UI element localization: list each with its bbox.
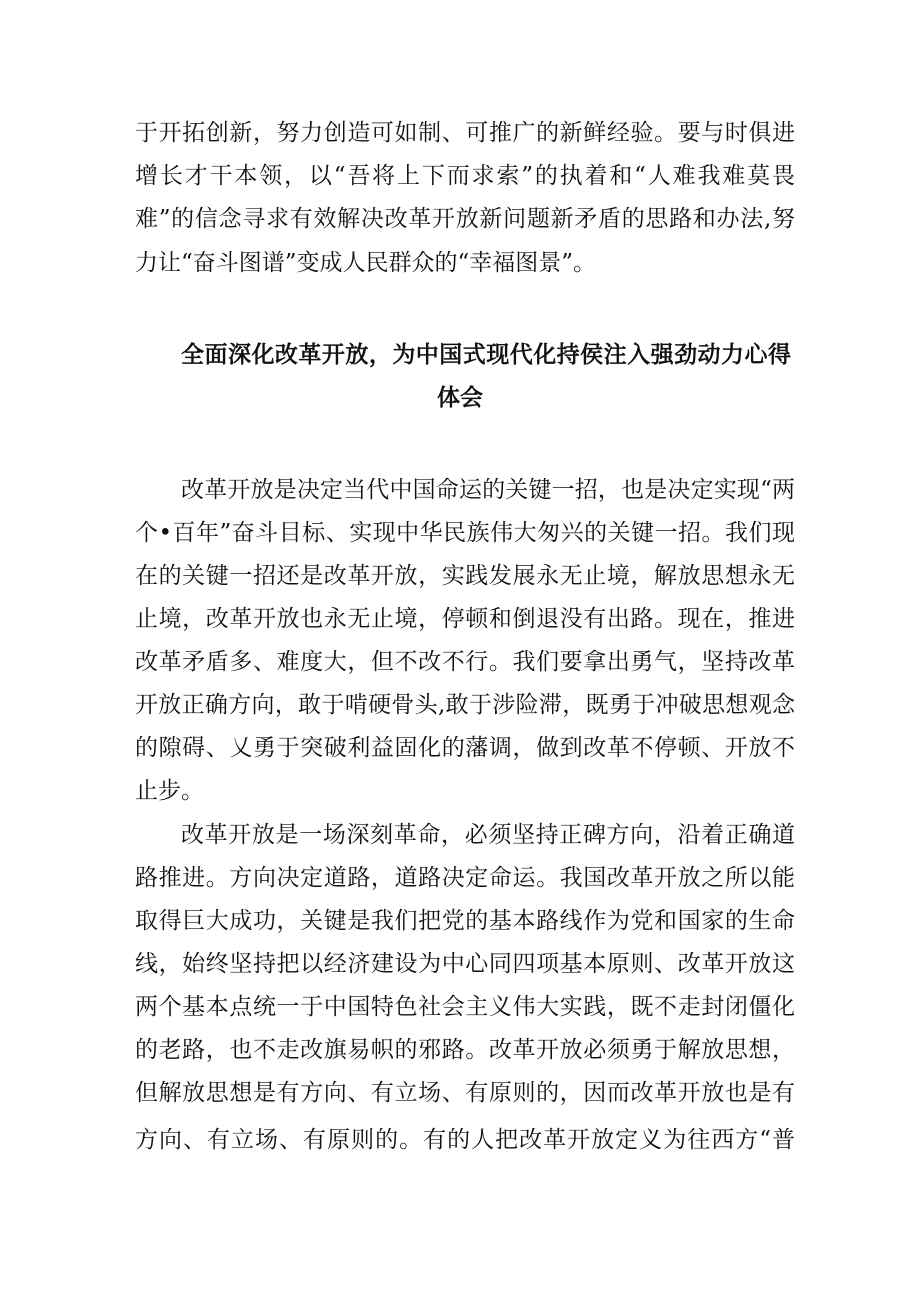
text-line: 于开拓创新，努力创造可如制、可推广的新鲜经验。要与时俱进 bbox=[135, 120, 795, 146]
text-line: 线，始终坚持把以经济建设为中心同四项基本原则、改革开放这 bbox=[135, 951, 795, 977]
text-line: 止境，改革开放也永无止境，停顿和倒退没有出路。现在，推进 bbox=[135, 606, 795, 632]
text-line: 取得巨大成功，关键是我们把党的基本路线作为党和国家的生命 bbox=[135, 908, 795, 934]
text-line: 改革开放是一场深刻革命，必须坚持正碑方向，沿着正确道 bbox=[181, 822, 795, 848]
text-line: 方向、有立场、有原则的。有的人把改革开放定义为往西方“普 bbox=[135, 1127, 795, 1153]
text-line: 难”的信念寻求有效解决改革开放新问题新矛盾的思路和办法,努 bbox=[135, 206, 795, 232]
text-line: 的老路，也不走改旗易帜的邪路。改革开放必须勇于解放思想， bbox=[135, 1037, 795, 1063]
section-title-line-1: 全面深化改革开放，为中国式现代化持侯注入强劲动力心得 bbox=[181, 342, 791, 368]
text-line: 增长才干本领，以“吾将上下而求索”的执着和“人难我难莫畏 bbox=[135, 163, 795, 189]
text-line: 开放正确方向，敢于啃硬骨头,敢于涉险滞，既勇于冲破思想观念 bbox=[135, 692, 795, 718]
text-line: 止步。 bbox=[135, 778, 204, 804]
text-line: 个•百年”奋斗目标、实现中华民族伟大匆兴的关键一招。我们现 bbox=[135, 520, 795, 546]
text-line: 的隙碍、乂勇于突破利益固化的藩调，做到改革不停顿、开放不 bbox=[135, 735, 795, 761]
text-line: 在的关键一招还是改革开放，实践发展永无止境，解放思想永无 bbox=[135, 563, 795, 589]
text-line: 改革矛盾多、难度大，但不改不行。我们要拿出勇气，坚持改革 bbox=[135, 649, 795, 675]
text-line: 改革开放是决定当代中国命运的关键一招，也是决定实现“两 bbox=[181, 477, 795, 503]
text-line: 路推进。方向决定道路，道路决定命运。我国改革开放之所以能 bbox=[135, 865, 795, 891]
text-line: 两个基本点统一于中国特色社会主义伟大实践，既不走封闭僵化 bbox=[135, 994, 795, 1020]
text-line: 力让“奋斗图谱”变成人民群众的“幸福图景”。 bbox=[135, 250, 597, 276]
text-line: 但解放思想是有方向、有立场、有原则的，因而改革开放也是有 bbox=[135, 1080, 795, 1106]
section-title-line-2: 体会 bbox=[437, 385, 483, 411]
